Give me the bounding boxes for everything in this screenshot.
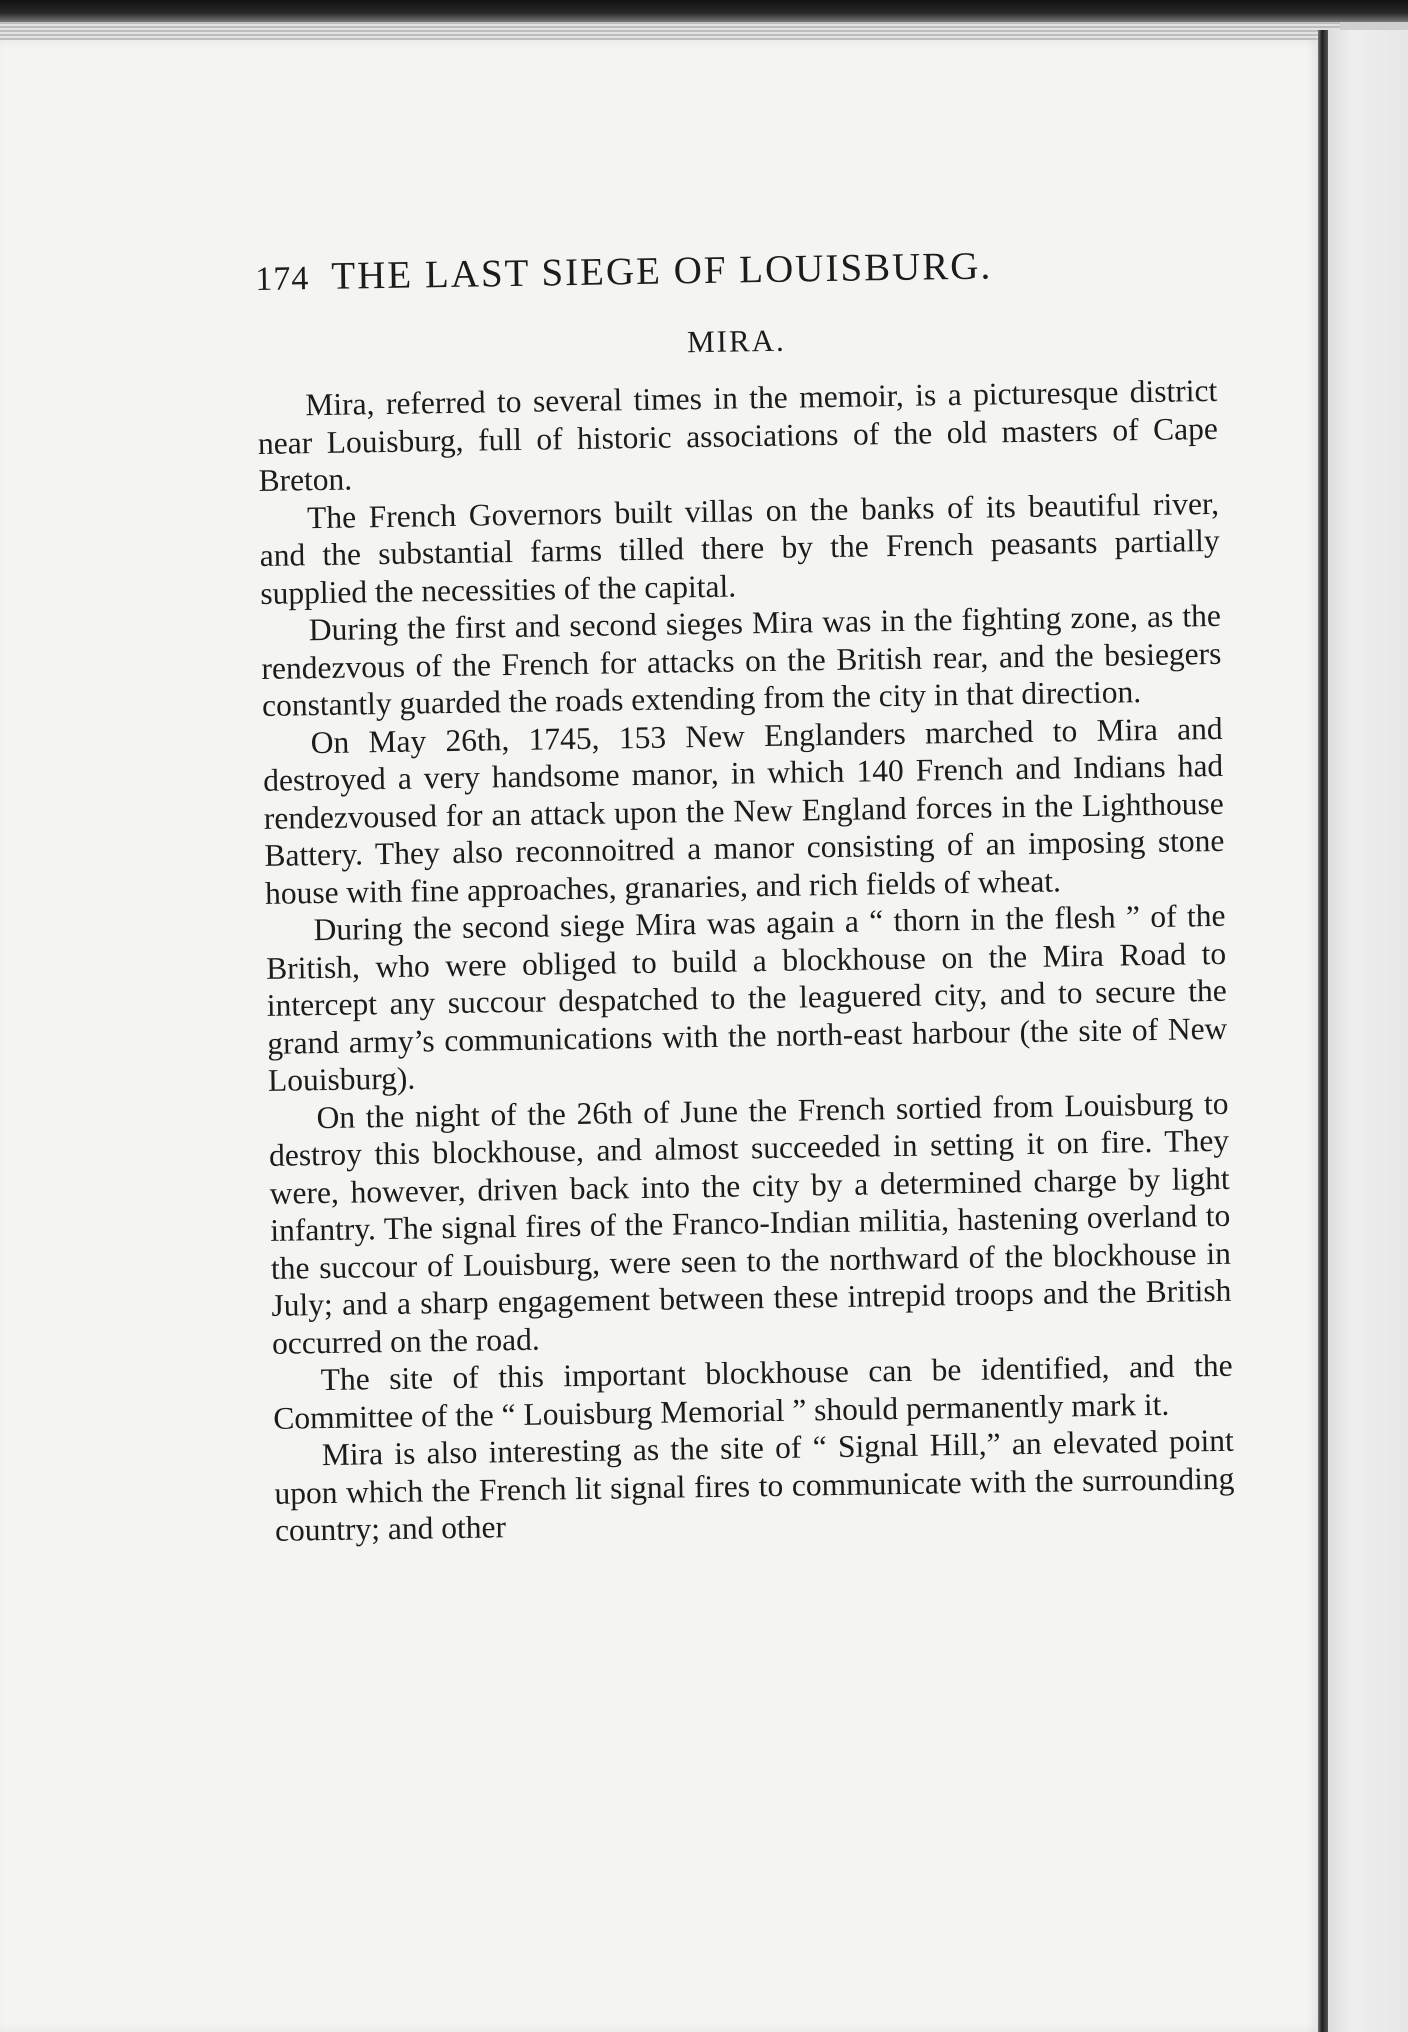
- paragraph: The French Governors built villas on the banks of its beautiful river, and the substantial farms tilled there by the French peasants partially supplied the necessities of the capital.: [259, 485, 1220, 611]
- adjacent-page: [1328, 30, 1408, 2032]
- paragraph: During the second siege Mira was again a “ thorn in the flesh ” of the British, who were obliged to build a blockhouse on the Mira Road to intercept any succour despatched to the leaguered city, and to secure the grand army’s communications with the north-east harbour (the site of New Louisburg).: [265, 897, 1228, 1098]
- book-title: THE LAST SIEGE OF LOUISBURG.: [331, 244, 993, 298]
- scan-top-shadow: [0, 0, 1408, 22]
- running-head: [255, 240, 1216, 315]
- paragraph: Mira is also interesting as the site of “ Signal Hill,” an elevated point upon which the French lit signal fires to communicate with the surrounding country; and other: [274, 1422, 1235, 1548]
- page-number: 174: [255, 260, 310, 298]
- page-fold-shadow: [1318, 30, 1328, 2032]
- paragraph: During the first and second sieges Mira was in the fighting zone, as the rendezvous of the French for attacks on the British rear, and the besiegers constantly guarded the roads extending from the city in that direction.: [261, 597, 1222, 723]
- paragraph: The site of this important blockhouse can be identified, and the Committee of the “ Louisburg Memorial ” should permanently mark it.: [272, 1347, 1233, 1436]
- paragraph: Mira, referred to several times in the memoir, is a picturesque district near Louisburg, full of historic associations of the old masters of Cape Breton.: [257, 372, 1219, 498]
- page-text-block: [255, 240, 1235, 1549]
- paragraph: On the night of the 26th of June the French sortied from Louisburg to destroy this blockhouse, and almost succeeded in setting it on fire. They were, however, driven back into the city by a determined charge by light infantry. The signal fires of the Franco-Indian militia, hastening overland to the succour of Louisburg, were seen to the northward of the blockhouse in July; and a sharp engagement between these intrepid troops and the British occurred on the road.: [268, 1085, 1232, 1361]
- book-page: [0, 40, 1320, 2032]
- section-title: MIRA.: [686, 322, 787, 360]
- paragraph: On May 26th, 1745, 153 New Englanders marched to Mira and destroyed a very handsome manor, in which 140 French and Indians had rendezvoused for an attack upon the New England forces in the Lighthouse Battery. They also reconnoitred a manor consisting of an imposing stone house with fine approaches, granaries, and rich fields of wheat.: [262, 710, 1225, 911]
